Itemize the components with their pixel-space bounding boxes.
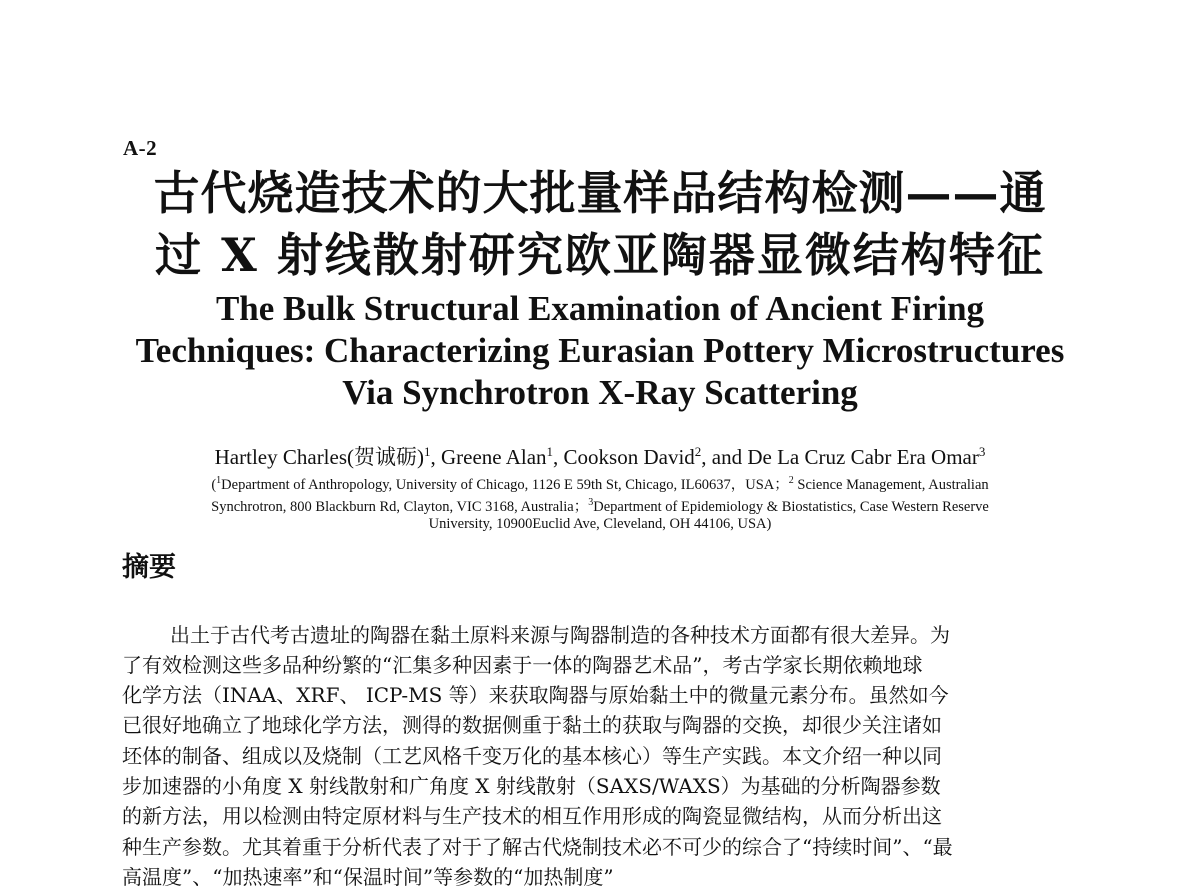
author-2-affiliation-mark: 1 <box>546 444 554 459</box>
affiliation-open-paren: ( <box>211 476 217 493</box>
author-3: , Cookson David <box>553 445 695 469</box>
abstract-line: 出土于古代考古遗址的陶器在黏土原料来源与陶器制造的各种技术方面都有很大差异。为 <box>170 623 950 647</box>
affiliation-mark-2: 2 <box>788 475 794 486</box>
affiliation-line-3: University, 10900Euclid Ave, Cleveland, OH 44106, USA) <box>428 516 772 532</box>
author-4: , and De La Cruz Cabr Era Omar <box>701 445 979 469</box>
affiliation-1: Department of Anthropology, University of Chicago, 1126 E 59th St, Chicago, IL60637，USA； <box>221 476 789 493</box>
english-title-line-2: Techniques: Characterizing Eurasian Pottery Microstructures <box>135 331 1065 370</box>
abstract-line: 化学方法（INAA、XRF、 ICP-MS 等）来获取陶器与原始黏土中的微量元素分布。虽然如今 <box>122 683 949 707</box>
paper-id: A-2 <box>123 136 158 160</box>
english-title-line-1: The Bulk Structural Examination of Ancient Firing <box>215 289 985 328</box>
english-title-line-3: Via Synchrotron X-Ray Scattering <box>342 373 858 412</box>
affiliation-2-end: Synchrotron, 800 Blackburn Rd, Clayton, VIC 3168, Australia； <box>211 498 589 515</box>
abstract-line: 步加速器的小角度 X 射线散射和广角度 X 射线散射（SAXS/WAXS）为基础的分析陶器参数 <box>122 774 941 798</box>
author-2: , Greene Alan <box>430 445 547 469</box>
abstract-line: 的新方法，用以检测由特定原材料与生产技术的相互作用形成的陶瓷显微结构，从而分析出这 <box>122 804 942 828</box>
author-4-affiliation-mark: 3 <box>978 444 986 459</box>
affiliation-2-start: Science Management, Australian <box>793 476 989 493</box>
affiliation-mark-3: 3 <box>588 497 594 508</box>
abstract-line: 已很好地确立了地球化学方法，测得的数据侧重于黏土的获取与陶器的交换，却很少关注诸如 <box>122 713 942 737</box>
abstract-line: 了有效检测这些多品种纷繁的“汇集多种因素于一体的陶器艺术品”，考古学家长期依赖地球 <box>122 653 923 677</box>
chinese-title-line-1: 古代烧造技术的大批量样品结构检测——通 <box>153 166 1047 220</box>
author-3-affiliation-mark: 2 <box>694 444 702 459</box>
author-1: Hartley Charles(贺诚砺) <box>214 445 424 469</box>
abstract-line: 高温度”、“加热速率”和“保温时间”等参数的“加热制度” <box>122 865 614 889</box>
abstract-heading: 摘要 <box>122 552 176 583</box>
abstract-line: 种生产参数。尤其着重于分析代表了对于了解古代烧制技术必不可少的综合了“持续时间”、“最 <box>122 835 953 859</box>
abstract-line: 坯体的制备、组成以及烧制（工艺风格千变万化的基本核心）等生产实践。本文介绍一种以同 <box>122 744 942 768</box>
chinese-title-line-2: 过 X 射线散射研究欧亚陶器显微结构特征 <box>155 228 1045 282</box>
author-1-affiliation-mark: 1 <box>424 444 431 459</box>
affiliation-mark-1: 1 <box>216 475 222 486</box>
affiliation-3-start: Department of Epidemiology & Biostatistics, Case Western Reserve <box>593 498 989 515</box>
author-list <box>100 438 1100 471</box>
